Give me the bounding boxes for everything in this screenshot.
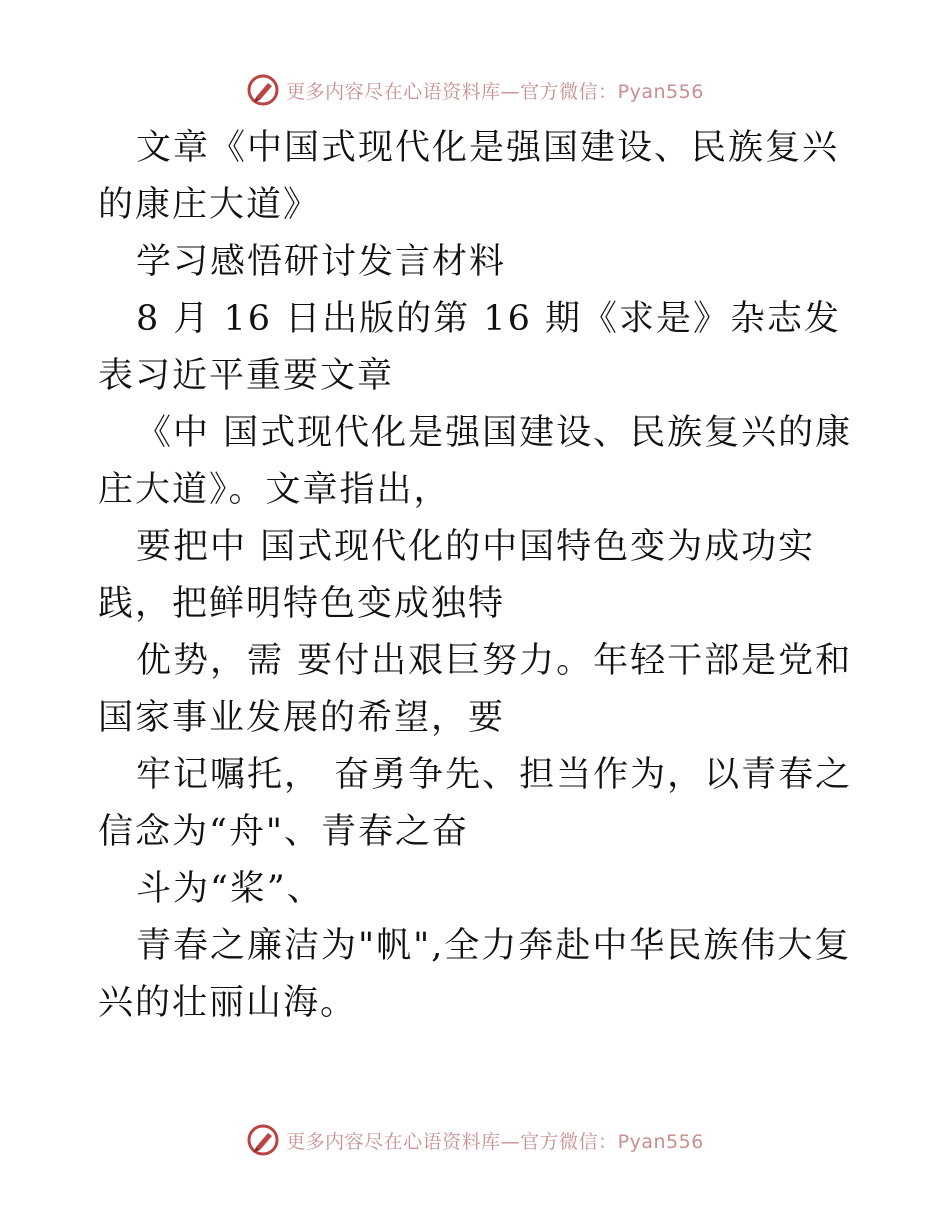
- paragraph-intro: 8 月 16 日出版的第 16 期《求是》杂志发表习近平重要文章: [98, 299, 841, 396]
- footer-watermark-text: 更多内容尽在心语资料库—官方微信：Pyan556: [286, 1130, 704, 1153]
- pen-logo-icon: [246, 73, 280, 107]
- paragraph-body-4: 斗为“桨”、: [136, 869, 324, 909]
- paragraph-title: 文章《中国式现代化是强国建设、民族复兴的康庄大道》: [98, 128, 840, 225]
- paragraph-body-5: 青春之廉洁为"帆",全力奔赴中华民族伟大复兴的壮丽山海。: [98, 926, 852, 1023]
- paragraph-article-name: 《中 国式现代化是强国建设、民族复兴的康庄大道》。文章指出，: [98, 413, 853, 510]
- footer-watermark-banner: [0, 1120, 950, 1160]
- header-watermark-text: 更多内容尽在心语资料库—官方微信：Pyan556: [286, 80, 704, 103]
- paragraph-body-2: 优势，需 要付出艰巨努力。年轻干部是党和国家事业发展的希望，要: [98, 641, 853, 738]
- header-watermark-banner: [0, 70, 950, 110]
- document-body: [0, 120, 950, 1032]
- pen-logo-icon: [246, 1123, 280, 1157]
- paragraph-body-1: 要把中 国式现代化的中国特色变为成功实践，把鲜明特色变成独特: [98, 527, 816, 624]
- paragraph-body-3: 牢记嘱托， 奋勇争先、担当作为，以青春之信念为“舟"、青春之奋: [98, 755, 853, 852]
- paragraph-subtitle: 学习感悟研讨发言材料: [136, 242, 507, 282]
